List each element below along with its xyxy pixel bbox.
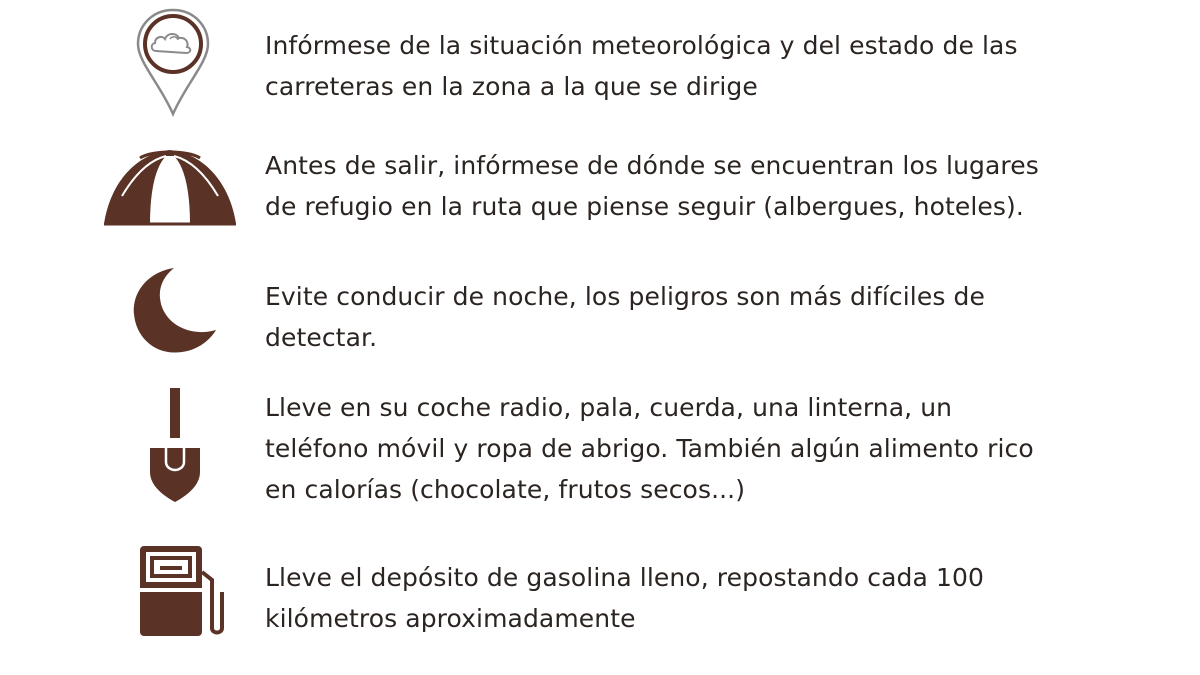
weather-location-pin-icon — [130, 6, 216, 118]
tip-text — [265, 557, 1145, 639]
tip-line: Lleve el depósito de gasolina lleno, repostando cada 100 — [265, 563, 984, 592]
shovel-icon — [146, 388, 204, 504]
tip-line: de refugio en la ruta que piense seguir (albergues, hoteles). — [265, 192, 1024, 221]
tip-line: kilómetros aproximadamente — [265, 604, 636, 633]
tip-line: Lleve en su coche radio, pala, cuerda, una linterna, un — [265, 393, 953, 422]
tip-text — [265, 25, 1145, 107]
tip-text — [265, 387, 1145, 510]
tent-shelter-icon — [100, 144, 240, 226]
tip-line: teléfono móvil y ropa de abrigo. También algún alimento rico — [265, 434, 1034, 463]
tip-line: Antes de salir, infórmese de dónde se encuentran los lugares — [265, 151, 1039, 180]
tip-line: carreteras en la zona a la que se dirige — [265, 72, 758, 101]
crescent-moon-icon — [128, 264, 222, 358]
fuel-pump-icon — [136, 542, 226, 638]
tip-line: Infórmese de la situación meteorológica y del estado de las — [265, 31, 1018, 60]
tip-text — [265, 145, 1145, 227]
tip-line: Evite conducir de noche, los peligros son más difíciles de — [265, 282, 985, 311]
tip-line: detectar. — [265, 323, 378, 352]
tip-text — [265, 276, 1145, 358]
tip-line: en calorías (chocolate, frutos secos...) — [265, 475, 746, 504]
